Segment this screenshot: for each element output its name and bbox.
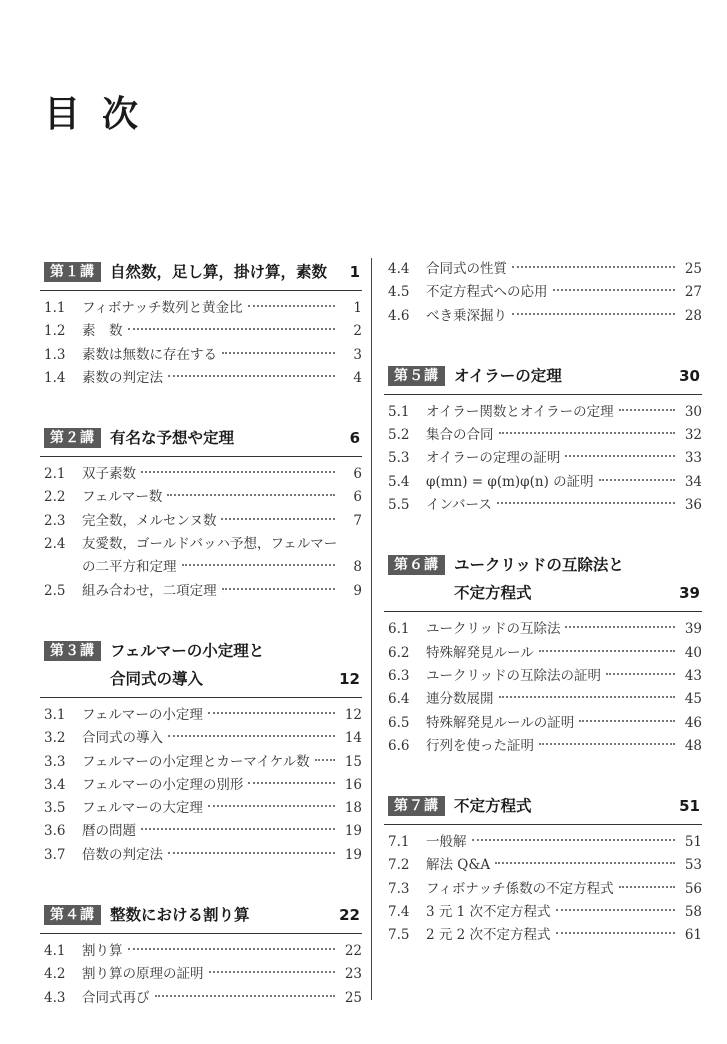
toc-entry[interactable] bbox=[40, 463, 362, 486]
toc-entry[interactable] bbox=[384, 471, 702, 494]
toc-entry[interactable] bbox=[40, 774, 362, 797]
section-title: 連分数展開 bbox=[426, 691, 494, 708]
chapter-page: 51 bbox=[679, 797, 700, 816]
dot-leader bbox=[472, 839, 676, 841]
toc-entry[interactable] bbox=[384, 618, 702, 641]
section-title: 合同式の導入 bbox=[82, 730, 163, 747]
chapter-title: 自然数，足し算，掛け算，素数 bbox=[110, 263, 328, 281]
section-number: 4.2 bbox=[44, 966, 66, 983]
toc-entry[interactable] bbox=[384, 305, 702, 328]
section-number: 7.2 bbox=[388, 857, 410, 874]
chapter-block bbox=[384, 362, 702, 517]
section-page: 33 bbox=[684, 450, 702, 467]
section-title: 組み合わせ，二項定理 bbox=[82, 582, 217, 599]
toc-entry-continued[interactable] bbox=[40, 556, 362, 579]
section-number: 7.5 bbox=[388, 927, 410, 944]
chapter-heading[interactable] bbox=[40, 637, 362, 698]
dot-leader bbox=[539, 650, 675, 652]
section-page: 46 bbox=[684, 714, 702, 731]
section-page: 19 bbox=[344, 846, 362, 863]
section-number: 6.1 bbox=[388, 621, 410, 638]
toc-entry[interactable] bbox=[384, 901, 702, 924]
section-page: 39 bbox=[684, 621, 702, 638]
section-title: 合同式再び bbox=[82, 989, 150, 1006]
section-number: 3.2 bbox=[44, 730, 66, 747]
section-page: 34 bbox=[684, 473, 702, 490]
chapter-title: 整数における割り算 bbox=[110, 906, 250, 925]
dot-leader bbox=[168, 735, 335, 737]
section-number: 6.4 bbox=[388, 691, 410, 708]
dot-leader bbox=[128, 948, 336, 950]
section-title: 素数は無数に存在する bbox=[82, 346, 217, 363]
toc-entry[interactable] bbox=[384, 447, 702, 470]
dot-leader bbox=[155, 995, 336, 997]
dot-leader bbox=[512, 266, 675, 268]
dot-leader bbox=[599, 479, 675, 481]
chapter-block bbox=[384, 792, 702, 947]
section-title: インバース bbox=[426, 497, 492, 514]
section-number: 4.1 bbox=[44, 943, 66, 960]
dot-leader bbox=[497, 502, 675, 504]
dot-leader bbox=[128, 328, 336, 330]
toc-entry[interactable] bbox=[384, 494, 702, 517]
toc-entry[interactable] bbox=[40, 344, 362, 367]
toc-entry[interactable] bbox=[384, 665, 702, 688]
toc-entry[interactable] bbox=[384, 401, 702, 424]
section-title: 3 元 1 次不定方程式 bbox=[426, 904, 551, 921]
section-page: 1 bbox=[353, 300, 362, 316]
section-page: 48 bbox=[684, 737, 702, 754]
section-title: 特殊解発見ルールの証明 bbox=[426, 714, 575, 731]
dot-leader bbox=[248, 782, 335, 784]
section-page: 2 bbox=[353, 323, 362, 340]
section-number: 6.5 bbox=[388, 714, 410, 731]
section-title: 特殊解発見ルール bbox=[426, 644, 534, 661]
chapter-badge: 第２講 bbox=[44, 428, 101, 448]
toc-entry[interactable] bbox=[384, 854, 702, 877]
section-number: 2.4 bbox=[44, 536, 66, 553]
section-number: 2.1 bbox=[44, 466, 66, 483]
chapter-title-line2: 合同式の導入 bbox=[110, 669, 204, 688]
section-page: 6 bbox=[353, 489, 362, 506]
chapter-heading[interactable] bbox=[384, 792, 702, 825]
page-title: 目次 bbox=[44, 94, 161, 135]
section-number: 4.5 bbox=[388, 284, 410, 301]
chapter-block bbox=[384, 551, 702, 758]
chapter-title: 有名な予想や定理 bbox=[110, 429, 235, 448]
section-page: 9 bbox=[353, 582, 362, 599]
section-page: 15 bbox=[344, 753, 362, 770]
dot-leader bbox=[222, 352, 335, 354]
toc-entry[interactable] bbox=[40, 940, 362, 963]
section-page: 58 bbox=[684, 904, 702, 921]
section-page: 43 bbox=[684, 667, 702, 684]
dot-leader bbox=[222, 588, 335, 590]
toc-entry[interactable] bbox=[40, 820, 362, 843]
section-page: 14 bbox=[344, 730, 362, 747]
dot-leader bbox=[553, 289, 676, 291]
toc-entry[interactable] bbox=[384, 258, 702, 281]
dot-leader bbox=[495, 862, 675, 864]
dot-leader bbox=[606, 673, 675, 675]
section-number: 1.1 bbox=[44, 300, 66, 316]
toc-entry[interactable] bbox=[384, 735, 702, 758]
toc-entry[interactable] bbox=[40, 797, 362, 820]
toc-entry[interactable] bbox=[40, 987, 362, 1010]
dot-leader bbox=[208, 805, 335, 807]
dot-leader bbox=[221, 518, 335, 520]
dot-leader bbox=[619, 409, 675, 411]
section-title: 割り算の原理の証明 bbox=[82, 966, 204, 983]
section-number: 2.5 bbox=[44, 582, 66, 599]
chapter-page: 1 bbox=[349, 263, 360, 281]
section-number: 3.7 bbox=[44, 846, 66, 863]
dot-leader bbox=[565, 455, 675, 457]
section-page: 56 bbox=[684, 880, 702, 897]
chapter-heading[interactable] bbox=[40, 258, 362, 291]
section-title: フェルマーの小定理の別形 bbox=[82, 776, 244, 793]
section-number: 1.3 bbox=[44, 346, 66, 363]
dot-leader bbox=[556, 932, 675, 934]
section-number: 5.3 bbox=[388, 450, 410, 467]
section-title: フィボナッチ係数の不定方程式 bbox=[426, 880, 614, 897]
toc-entry[interactable] bbox=[40, 297, 362, 320]
chapter-block bbox=[40, 637, 362, 867]
chapter-badge: 第５講 bbox=[388, 366, 445, 386]
section-title: フィボナッチ数列と黄金比 bbox=[82, 300, 243, 316]
section-number: 6.3 bbox=[388, 667, 410, 684]
section-page: 23 bbox=[344, 966, 362, 983]
section-title: 双子素数 bbox=[82, 466, 136, 483]
chapter-heading[interactable] bbox=[384, 362, 702, 395]
chapter-block bbox=[40, 424, 362, 603]
section-page: 40 bbox=[684, 644, 702, 661]
section-number: 7.1 bbox=[388, 834, 410, 851]
chapter-page: 39 bbox=[679, 584, 700, 603]
toc-entry[interactable] bbox=[40, 963, 362, 986]
dot-leader bbox=[248, 305, 335, 307]
section-title: ユークリッドの互除法の証明 bbox=[426, 667, 601, 684]
toc-entry[interactable] bbox=[40, 751, 362, 774]
section-number: 3.1 bbox=[44, 706, 66, 723]
dot-leader bbox=[579, 720, 675, 722]
toc-entry[interactable] bbox=[40, 727, 362, 750]
section-number: 2.2 bbox=[44, 489, 66, 506]
chapter-page: 12 bbox=[339, 669, 360, 688]
section-number: 3.6 bbox=[44, 823, 66, 840]
section-number: 5.1 bbox=[388, 403, 410, 420]
dot-leader bbox=[168, 852, 335, 854]
section-title: フェルマー数 bbox=[82, 489, 163, 506]
dot-leader bbox=[499, 696, 676, 698]
section-number: 7.3 bbox=[388, 880, 410, 897]
section-title: オイラーの定理の証明 bbox=[426, 450, 561, 467]
section-page: 25 bbox=[344, 989, 362, 1006]
section-title: フェルマーの小定理 bbox=[82, 706, 203, 723]
section-page: 27 bbox=[684, 284, 702, 301]
dot-leader bbox=[167, 494, 335, 496]
section-page: 25 bbox=[684, 261, 702, 277]
toc-entry[interactable] bbox=[40, 486, 362, 509]
section-number: 1.2 bbox=[44, 323, 66, 340]
section-page: 22 bbox=[344, 943, 362, 960]
section-page: 6 bbox=[353, 466, 362, 483]
section-page: 51 bbox=[684, 834, 702, 851]
toc-entry[interactable] bbox=[40, 510, 362, 533]
section-number: 5.2 bbox=[388, 427, 410, 444]
section-title-continued: の二平方和定理 bbox=[82, 559, 177, 576]
toc-entry[interactable] bbox=[40, 704, 362, 727]
section-title: 素数の判定法 bbox=[82, 369, 163, 386]
section-page: 28 bbox=[684, 307, 702, 324]
section-number: 2.3 bbox=[44, 512, 66, 529]
section-number: 4.3 bbox=[44, 989, 66, 1006]
section-page: 32 bbox=[684, 427, 702, 444]
section-page: 16 bbox=[344, 776, 362, 793]
dot-leader bbox=[168, 375, 335, 377]
section-title: フェルマーの大定理 bbox=[82, 800, 203, 817]
continued-sections bbox=[384, 258, 702, 328]
toc-entry[interactable] bbox=[384, 281, 702, 304]
chapter-title: フェルマーの小定理と bbox=[110, 641, 265, 660]
toc-entry[interactable] bbox=[40, 533, 362, 556]
section-title: べき乗深掘り bbox=[426, 307, 507, 324]
section-title: 行列を使った証明 bbox=[426, 737, 534, 754]
dot-leader bbox=[209, 971, 336, 973]
chapter-title: 不定方程式 bbox=[454, 797, 532, 816]
chapter-title: オイラーの定理 bbox=[454, 366, 562, 385]
section-page: 45 bbox=[684, 691, 702, 708]
section-title: 倍数の判定法 bbox=[82, 846, 163, 863]
section-page: 7 bbox=[353, 512, 362, 529]
toc-entry[interactable] bbox=[384, 878, 702, 901]
section-number: 7.4 bbox=[388, 904, 410, 921]
chapter-block bbox=[40, 258, 362, 390]
chapter-block bbox=[40, 901, 362, 1010]
section-title: 合同式の性質 bbox=[426, 261, 507, 277]
dot-leader bbox=[512, 313, 675, 315]
section-number: 5.5 bbox=[388, 497, 410, 514]
section-number: 6.2 bbox=[388, 644, 410, 661]
toc-entry[interactable] bbox=[384, 712, 702, 735]
section-title: 素 数 bbox=[82, 323, 123, 340]
section-title: 解法 Q&A bbox=[426, 857, 491, 874]
section-page: 36 bbox=[684, 497, 702, 514]
section-page: 18 bbox=[344, 800, 362, 817]
chapter-title: ユークリッドの互除法と bbox=[454, 556, 624, 575]
toc-right-column bbox=[384, 258, 702, 982]
section-number: 5.4 bbox=[388, 473, 410, 490]
dot-leader bbox=[499, 432, 676, 434]
chapter-heading[interactable] bbox=[384, 551, 702, 612]
section-title: 集合の合同 bbox=[426, 427, 494, 444]
section-title: フェルマーの小定理とカーマイケル数 bbox=[82, 753, 310, 770]
toc-entry[interactable] bbox=[384, 688, 702, 711]
section-title: 不定方程式への応用 bbox=[426, 284, 548, 301]
section-page: 8 bbox=[353, 559, 362, 576]
section-number: 3.3 bbox=[44, 753, 66, 770]
section-title: 割り算 bbox=[82, 943, 123, 960]
section-number: 6.6 bbox=[388, 737, 410, 754]
toc-entry[interactable] bbox=[384, 831, 702, 854]
chapter-badge: 第６講 bbox=[388, 555, 445, 575]
section-title: 一般解 bbox=[426, 834, 467, 851]
dot-leader bbox=[182, 564, 336, 566]
toc-entry[interactable] bbox=[40, 320, 362, 343]
dot-leader bbox=[141, 471, 335, 473]
chapter-heading[interactable] bbox=[40, 901, 362, 934]
dot-leader bbox=[315, 759, 335, 761]
dot-leader bbox=[208, 712, 335, 714]
dot-leader bbox=[141, 828, 335, 830]
section-number: 3.5 bbox=[44, 800, 66, 817]
section-number: 4.6 bbox=[388, 307, 410, 324]
column-divider bbox=[371, 258, 372, 1000]
toc-entry[interactable] bbox=[40, 580, 362, 603]
chapter-badge: 第７講 bbox=[388, 796, 445, 816]
section-number: 3.4 bbox=[44, 776, 66, 793]
section-title: ユークリッドの互除法 bbox=[426, 621, 561, 638]
toc-entry[interactable] bbox=[384, 924, 702, 947]
section-title: 完全数，メルセンヌ数 bbox=[82, 512, 217, 529]
section-title: 2 元 2 次不定方程式 bbox=[426, 927, 551, 944]
section-title: オイラー関数とオイラーの定理 bbox=[426, 403, 614, 420]
section-number: 1.4 bbox=[44, 369, 66, 386]
section-page: 3 bbox=[353, 346, 362, 363]
toc-entry[interactable] bbox=[384, 424, 702, 447]
section-title: 暦の問題 bbox=[82, 823, 136, 840]
dot-leader bbox=[556, 909, 675, 911]
section-page: 53 bbox=[684, 857, 702, 874]
toc-entry[interactable] bbox=[40, 367, 362, 390]
dot-leader bbox=[565, 626, 675, 628]
section-title: 友愛数，ゴールドバッハ予想，フェルマー bbox=[82, 536, 338, 553]
section-number: 4.4 bbox=[388, 261, 410, 277]
dot-leader bbox=[619, 886, 675, 888]
section-page: 19 bbox=[344, 823, 362, 840]
section-page: 12 bbox=[344, 706, 362, 723]
toc-entry[interactable] bbox=[384, 642, 702, 665]
chapter-page: 22 bbox=[339, 906, 360, 925]
section-page: 61 bbox=[684, 927, 702, 944]
section-page: 30 bbox=[684, 403, 702, 420]
section-page: 4 bbox=[353, 369, 362, 386]
chapter-badge: 第４講 bbox=[44, 905, 101, 925]
chapter-title-line2: 不定方程式 bbox=[454, 584, 532, 603]
section-title: φ(mn) = φ(m)φ(n) の証明 bbox=[426, 473, 594, 490]
dot-leader bbox=[539, 743, 675, 745]
toc-left-column bbox=[40, 258, 362, 1044]
chapter-page: 6 bbox=[349, 429, 360, 448]
toc-entry[interactable] bbox=[40, 844, 362, 867]
chapter-badge: 第３講 bbox=[44, 641, 101, 661]
chapter-page: 30 bbox=[679, 366, 700, 385]
chapter-badge: 第１講 bbox=[44, 262, 101, 282]
chapter-heading[interactable] bbox=[40, 424, 362, 457]
